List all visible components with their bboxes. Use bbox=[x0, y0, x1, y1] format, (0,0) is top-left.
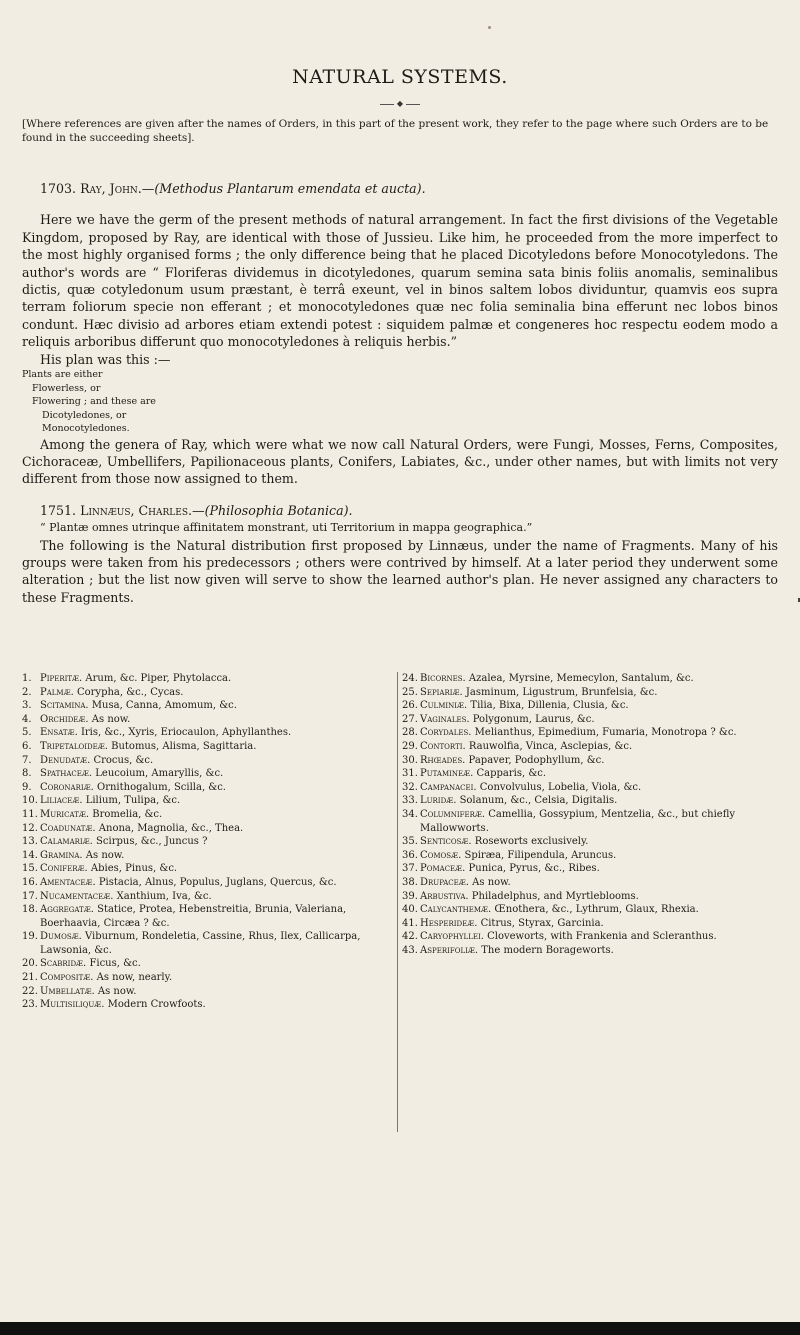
fragment-genera: Modern Crowfoots. bbox=[107, 999, 206, 1011]
fragment-genera: Statice, Protea, Hebenstreitia, Brunia, Valeriana, Boerhaavia, Circæa ? &c. bbox=[40, 904, 347, 929]
fragment-number: 40. bbox=[402, 904, 418, 916]
ray-genera-paragraph: Among the genera of Ray, which were what we now call Natural Orders, were Fungi, Mosses, Ferns, Composites, Cichoraceæ, Umbellifers, Papilionaceous plants, Conifers, Labiates, &c., under other names, but with limits not very different from those now assigned to them. bbox=[22, 436, 778, 487]
fragment-genera: Anona, Magnolia, &c., Thea. bbox=[98, 822, 244, 834]
fragment-entry bbox=[402, 835, 778, 849]
fragment-text bbox=[420, 862, 778, 876]
fragment-genera: As now. bbox=[91, 713, 131, 725]
fragment-genera: Tilia, Bixa, Dillenia, Clusia, &c. bbox=[470, 700, 629, 712]
fragment-genera: Iris, &c., Xyris, Eriocaulon, Aphyllanthes. bbox=[80, 727, 292, 739]
fragment-entry bbox=[402, 686, 778, 700]
fragment-genera: Xanthium, Iva, &c. bbox=[116, 890, 212, 902]
fragment-text bbox=[40, 985, 392, 999]
fragment-name: Piperitæ. bbox=[40, 673, 83, 684]
fragment-text bbox=[420, 713, 778, 727]
fragment-entry bbox=[22, 835, 392, 849]
fragment-text bbox=[40, 903, 392, 930]
fragment-number: 29. bbox=[402, 740, 418, 752]
fragment-name: Arbustiva. bbox=[420, 890, 469, 902]
fragment-text bbox=[40, 849, 392, 863]
fragment-genera: Melianthus, Epimedium, Fumaria, Monotropa ? &c. bbox=[474, 727, 737, 739]
fragment-text bbox=[420, 930, 778, 944]
fragment-genera: Ficus, &c. bbox=[89, 958, 141, 970]
fragment-text bbox=[40, 767, 392, 781]
fragment-text bbox=[40, 930, 392, 957]
fragment-text bbox=[420, 794, 778, 808]
ray-heading: 1703. Ray, John.—(Methodus Plantarum emendata et aucta). bbox=[40, 181, 426, 196]
fragment-text bbox=[420, 917, 778, 931]
fragment-genera: Papaver, Podophyllum, &c. bbox=[468, 754, 605, 766]
fragment-number: 41. bbox=[402, 917, 418, 929]
fragment-text bbox=[40, 726, 392, 740]
fragment-text bbox=[40, 808, 392, 822]
fragments-right-column bbox=[402, 672, 778, 957]
fragment-number: 14. bbox=[22, 849, 38, 861]
page-title: NATURAL SYSTEMS. bbox=[292, 66, 508, 88]
fragment-number: 22. bbox=[22, 985, 38, 997]
fragment-genera: Jasminum, Ligustrum, Brunfelsia, &c. bbox=[465, 686, 658, 698]
fragment-name: Culminiæ. bbox=[420, 700, 468, 712]
fragment-text bbox=[40, 822, 392, 836]
fragment-entry bbox=[22, 686, 392, 700]
fragment-name: Corydales. bbox=[420, 727, 472, 739]
fragment-name: Aggregatæ. bbox=[40, 904, 94, 916]
fragment-text bbox=[420, 767, 778, 781]
fragment-number: 12. bbox=[22, 822, 38, 834]
fragment-entry bbox=[22, 998, 392, 1012]
fragment-entry bbox=[402, 781, 778, 795]
fragment-text bbox=[40, 971, 392, 985]
fragment-entry bbox=[22, 672, 392, 686]
fragment-text bbox=[420, 686, 778, 700]
fragment-name: Caryophyllei. bbox=[420, 931, 484, 943]
fragment-genera: Bromelia, &c. bbox=[92, 808, 163, 820]
fragment-name: Palmæ. bbox=[40, 686, 74, 698]
fragment-genera: Lilium, Tulipa, &c. bbox=[85, 795, 181, 807]
fragment-genera: Ornithogalum, Scilla, &c. bbox=[97, 781, 226, 793]
fragment-number: 38. bbox=[402, 876, 418, 888]
fragment-genera: Spiræa, Filipendula, Aruncus. bbox=[464, 849, 617, 861]
fragment-number: 16. bbox=[22, 876, 38, 888]
fragment-genera: Philadelphus, and Myrtleblooms. bbox=[471, 890, 639, 902]
fragment-genera: Œnothera, &c., Lythrum, Glaux, Rhexia. bbox=[494, 904, 699, 916]
fragment-text bbox=[40, 890, 392, 904]
fragment-text bbox=[420, 754, 778, 768]
fragment-entry bbox=[22, 767, 392, 781]
fragment-text bbox=[40, 740, 392, 754]
fragment-name: Putamineæ. bbox=[420, 768, 474, 780]
fragment-text bbox=[40, 699, 392, 713]
fragment-genera: As now. bbox=[85, 849, 125, 861]
fragment-entry bbox=[402, 944, 778, 958]
fragment-entry bbox=[22, 862, 392, 876]
fragment-genera: Scirpus, &c., Juncus ? bbox=[96, 836, 208, 848]
fragment-genera: Punica, Pyrus, &c., Ribes. bbox=[468, 863, 600, 875]
fragment-text bbox=[420, 903, 778, 917]
editorial-note: [Where references are given after the names of Orders, in this part of the present work, they refer to the page where such Orders are to be found in the succeeding sheets]. bbox=[22, 118, 769, 144]
fragment-name: Calamariæ. bbox=[40, 836, 93, 848]
fragment-name: Campanacei. bbox=[420, 781, 477, 793]
fragment-entry bbox=[402, 917, 778, 931]
fragment-name: Amentaceæ. bbox=[40, 876, 96, 888]
fragment-name: Comosæ. bbox=[420, 849, 462, 861]
fragment-number: 25. bbox=[402, 686, 418, 698]
fragment-genera: Polygonum, Laurus, &c. bbox=[472, 713, 595, 725]
fragment-genera: Crocus, &c. bbox=[93, 754, 154, 766]
fragment-entry bbox=[402, 808, 778, 835]
linnaeus-paragraph: The following is the Natural distribution first proposed by Linnæus, under the name of Fragments. Many of his groups were taken from his predecessors ; others were contrived by himself. At a later period they underwent some alteration ; but the list now given will serve to show the learned author's plan. He never assigned any characters to these Fragments. bbox=[22, 537, 778, 605]
linnaeus-quote: “ Plantæ omnes utrinque affinitatem monstrant, uti Territorium in mappa geographica.” bbox=[40, 521, 533, 535]
fragment-number: 13. bbox=[22, 836, 38, 848]
fragment-entry bbox=[22, 794, 392, 808]
fragment-number: 43. bbox=[402, 944, 418, 956]
fragment-name: Tripetaloideæ. bbox=[40, 740, 108, 752]
fragment-entry bbox=[22, 713, 392, 727]
fragment-genera: Roseworts exclusively. bbox=[474, 836, 589, 848]
plan-line: Flowering ; and these are bbox=[32, 396, 156, 408]
fragment-name: Coniferæ. bbox=[40, 863, 88, 875]
fragment-number: 23. bbox=[22, 999, 38, 1011]
fragment-number: 15. bbox=[22, 863, 38, 875]
fragment-entry bbox=[22, 930, 392, 957]
fragment-number: 4. bbox=[22, 713, 32, 725]
fragment-entry bbox=[22, 699, 392, 713]
fragment-name: Nucamentaceæ. bbox=[40, 890, 114, 902]
fragment-entry bbox=[22, 985, 392, 999]
fragment-name: Luridæ. bbox=[420, 795, 457, 807]
fragment-text bbox=[40, 686, 392, 700]
plan-line: Flowerless, or bbox=[32, 382, 101, 394]
fragment-name: Rhœades. bbox=[420, 754, 466, 766]
fragment-entry bbox=[22, 822, 392, 836]
fragment-text bbox=[40, 781, 392, 795]
diamond-ornament-icon: ◆ bbox=[380, 100, 420, 108]
fragment-number: 36. bbox=[402, 849, 418, 861]
fragment-genera: Pistacia, Alnus, Populus, Juglans, Quercus, &c. bbox=[98, 876, 337, 888]
fragment-number: 30. bbox=[402, 754, 418, 766]
fragment-genera: Musa, Canna, Amomum, &c. bbox=[91, 700, 237, 712]
fragment-text bbox=[420, 835, 778, 849]
fragment-number: 27. bbox=[402, 713, 418, 725]
fragment-genera: Arum, &c. Piper, Phytolacca. bbox=[85, 673, 232, 684]
fragment-genera: Butomus, Alisma, Sagittaria. bbox=[111, 740, 257, 752]
fragment-number: 18. bbox=[22, 904, 38, 916]
fragment-entry bbox=[22, 890, 392, 904]
fragment-genera: Camellia, Gossypium, Mentzelia, &c., but chiefly Mallowworts. bbox=[420, 808, 736, 834]
fragment-text bbox=[40, 998, 392, 1012]
fragment-text bbox=[40, 794, 392, 808]
fragment-entry bbox=[402, 794, 778, 808]
fragment-name: Pomaceæ. bbox=[420, 863, 466, 875]
fragment-entry bbox=[402, 713, 778, 727]
fragment-name: Senticosæ. bbox=[420, 836, 472, 848]
fragment-entry bbox=[22, 903, 392, 930]
fragment-name: Ensatæ. bbox=[40, 727, 78, 739]
fragment-name: Scabridæ. bbox=[40, 958, 87, 970]
fragment-entry bbox=[22, 781, 392, 795]
fragment-name: Spathaceæ. bbox=[40, 768, 93, 780]
fragment-entry bbox=[22, 876, 392, 890]
fragment-text bbox=[420, 781, 778, 795]
fragment-genera: Azalea, Myrsine, Memecylon, Santalum, &c. bbox=[468, 673, 694, 684]
fragment-text bbox=[420, 890, 778, 904]
fragment-number: 9. bbox=[22, 781, 32, 793]
fragment-entry bbox=[402, 754, 778, 768]
fragment-entry bbox=[402, 740, 778, 754]
fragment-number: 2. bbox=[22, 686, 32, 698]
column-divider bbox=[397, 672, 398, 1132]
fragment-number: 34. bbox=[402, 808, 418, 820]
fragment-text bbox=[420, 726, 778, 740]
fragment-entry bbox=[402, 726, 778, 740]
fragment-number: 3. bbox=[22, 700, 32, 712]
linnaeus-heading: 1751. Linnæus, Charles.—(Philosophia Botanica). bbox=[40, 502, 353, 518]
fragment-text bbox=[40, 754, 392, 768]
fragments-list bbox=[22, 672, 778, 1132]
fragment-genera: As now. bbox=[472, 876, 511, 888]
fragment-genera: Capparis, &c. bbox=[476, 768, 547, 780]
fragment-number: 26. bbox=[402, 700, 418, 712]
fragment-entry bbox=[402, 903, 778, 917]
ray-year: 1703. bbox=[40, 181, 77, 196]
fragment-number: 11. bbox=[22, 808, 38, 820]
fragment-genera: As now, nearly. bbox=[96, 972, 173, 984]
fragment-name: Umbellatæ. bbox=[40, 985, 95, 997]
fragment-number: 24. bbox=[402, 673, 418, 684]
fragment-entry bbox=[22, 754, 392, 768]
fragment-name: Vaginales. bbox=[420, 713, 470, 725]
ray-plan bbox=[22, 368, 778, 436]
linnaeus-author: Linnæus, Charles. bbox=[80, 502, 192, 518]
fragment-name: Orchideæ. bbox=[40, 713, 89, 725]
fragment-number: 10. bbox=[22, 795, 38, 807]
fragment-name: Bicornes. bbox=[420, 673, 466, 684]
fragment-name: Coadunatæ. bbox=[40, 822, 96, 834]
fragment-text bbox=[40, 876, 392, 890]
fragment-entry bbox=[402, 767, 778, 781]
plan-line: Plants are either bbox=[22, 369, 103, 381]
main-text bbox=[22, 180, 778, 606]
fragment-genera: Solanum, &c., Celsia, Digitalis. bbox=[459, 795, 618, 807]
fragment-entry bbox=[22, 726, 392, 740]
fragment-text bbox=[420, 699, 778, 713]
fragment-genera: Rauwolfia, Vinca, Asclepias, &c. bbox=[468, 740, 633, 752]
fragment-name: Sepiariæ. bbox=[420, 686, 463, 698]
fragment-name: Gramina. bbox=[40, 849, 83, 861]
fragment-entry bbox=[402, 930, 778, 944]
fragment-number: 19. bbox=[22, 931, 38, 943]
fragment-text bbox=[40, 835, 392, 849]
fragment-genera: Abies, Pinus, &c. bbox=[90, 863, 178, 875]
fragments-left-column bbox=[22, 672, 392, 1012]
fragment-entry bbox=[402, 890, 778, 904]
paper-speck bbox=[488, 26, 491, 29]
fragment-text bbox=[40, 957, 392, 971]
ray-paragraph: Here we have the germ of the present methods of natural arrangement. In fact the first divisions of the Vegetable Kingdom, proposed by Ray, are identical with those of Jussieu. Like him, he proceeded from the more imperfect to the most highly organised forms ; the only difference being that he placed Dicotyledons before Monocotyledons. The author's words are “ Floriferas dividemus in dicotyledones, quarum semina sata binis foliis anomalis, seminalibus dictis, quæ cotyledonum usum præstant, è terrâ exeunt, vel in binos saltem lobos dividuntur, quamvis eos supra terram foliorum specie non efferant ; et monocotyledones quæ nec folia seminalia bina efferunt nec lobos binos condunt. Hæc divisio ad arbores etiam extendi potest : siquidem palmæ et congeneres hoc respectu eodem modo a reliquis arboribus differunt quo monocotyledones à reliquis herbis.” bbox=[22, 212, 778, 350]
fragment-number: 42. bbox=[402, 931, 418, 943]
fragment-text bbox=[420, 849, 778, 863]
fragment-text bbox=[420, 740, 778, 754]
fragment-name: Denudatæ. bbox=[40, 754, 91, 766]
fragment-number: 21. bbox=[22, 972, 38, 984]
fragment-entry bbox=[22, 808, 392, 822]
fragment-name: Coronariæ. bbox=[40, 781, 94, 793]
fragment-name: Drupaceæ. bbox=[420, 876, 469, 888]
fragment-name: Multisiliquæ. bbox=[40, 999, 105, 1011]
fragment-genera: As now. bbox=[97, 985, 137, 997]
fragment-entry bbox=[402, 672, 778, 686]
fragment-genera: Corypha, &c., Cycas. bbox=[76, 686, 184, 698]
fragment-genera: The modern Borageworts. bbox=[481, 944, 614, 956]
plan-line: Monocotyledones. bbox=[42, 423, 130, 435]
fragment-text bbox=[40, 862, 392, 876]
fragment-genera: Cloveworts, with Frankenia and Scleranthus. bbox=[487, 931, 717, 943]
ray-work: (Methodus Plantarum emendata et aucta). bbox=[154, 181, 426, 196]
fragment-number: 5. bbox=[22, 727, 32, 739]
fragment-name: Contorti. bbox=[420, 740, 466, 752]
fragment-number: 17. bbox=[22, 890, 38, 902]
fragment-number: 35. bbox=[402, 836, 418, 848]
fragment-name: Columniferæ. bbox=[420, 808, 486, 820]
fragment-entry bbox=[402, 699, 778, 713]
scan-edge bbox=[0, 1322, 800, 1335]
fragment-entry bbox=[22, 849, 392, 863]
fragment-entry bbox=[402, 862, 778, 876]
fragment-text bbox=[420, 876, 778, 890]
fragment-number: 37. bbox=[402, 863, 418, 875]
fragment-text bbox=[40, 672, 392, 686]
fragment-entry bbox=[22, 740, 392, 754]
fragment-number: 7. bbox=[22, 754, 32, 766]
fragment-name: Calycanthemæ. bbox=[420, 904, 492, 916]
fragment-number: 31. bbox=[402, 768, 418, 780]
fragment-name: Hesperideæ. bbox=[420, 917, 478, 929]
fragment-number: 33. bbox=[402, 795, 418, 807]
fragment-number: 1. bbox=[22, 673, 32, 684]
fragment-text bbox=[40, 713, 392, 727]
fragment-entry bbox=[22, 957, 392, 971]
ray-plan-intro: His plan was this :— bbox=[40, 351, 171, 367]
fragment-number: 20. bbox=[22, 958, 38, 970]
fragment-genera: Leucoium, Amaryllis, &c. bbox=[95, 768, 224, 780]
fragment-number: 6. bbox=[22, 740, 32, 752]
fragment-entry bbox=[22, 971, 392, 985]
fragment-number: 8. bbox=[22, 768, 32, 780]
linnaeus-year: 1751. bbox=[40, 502, 77, 518]
fragment-name: Compositæ. bbox=[40, 972, 94, 984]
fragment-name: Asperifoliæ. bbox=[420, 944, 479, 956]
ray-author: Ray, John. bbox=[80, 181, 142, 196]
linnaeus-work: (Philosophia Botanica). bbox=[204, 502, 353, 518]
fragment-text bbox=[420, 944, 778, 958]
fragment-number: 39. bbox=[402, 890, 418, 902]
fragment-number: 32. bbox=[402, 781, 418, 793]
plan-line: Dicotyledones, or bbox=[42, 409, 127, 421]
fragment-genera: Viburnum, Rondeletia, Cassine, Rhus, Ilex, Callicarpa, Lawsonia, &c. bbox=[40, 931, 361, 956]
fragment-entry bbox=[402, 876, 778, 890]
fragment-text bbox=[420, 808, 778, 835]
fragment-number: 28. bbox=[402, 727, 418, 739]
fragment-name: Muricatæ. bbox=[40, 808, 90, 820]
fragment-name: Dumosæ. bbox=[40, 931, 82, 943]
fragment-entry bbox=[402, 849, 778, 863]
fragment-name: Scitamina. bbox=[40, 700, 89, 712]
fragment-name: Liliaceæ. bbox=[40, 795, 83, 807]
fragment-text bbox=[420, 672, 778, 686]
fragment-genera: Citrus, Styrax, Garcinia. bbox=[480, 917, 604, 929]
fragment-genera: Convolvulus, Lobelia, Viola, &c. bbox=[479, 781, 642, 793]
